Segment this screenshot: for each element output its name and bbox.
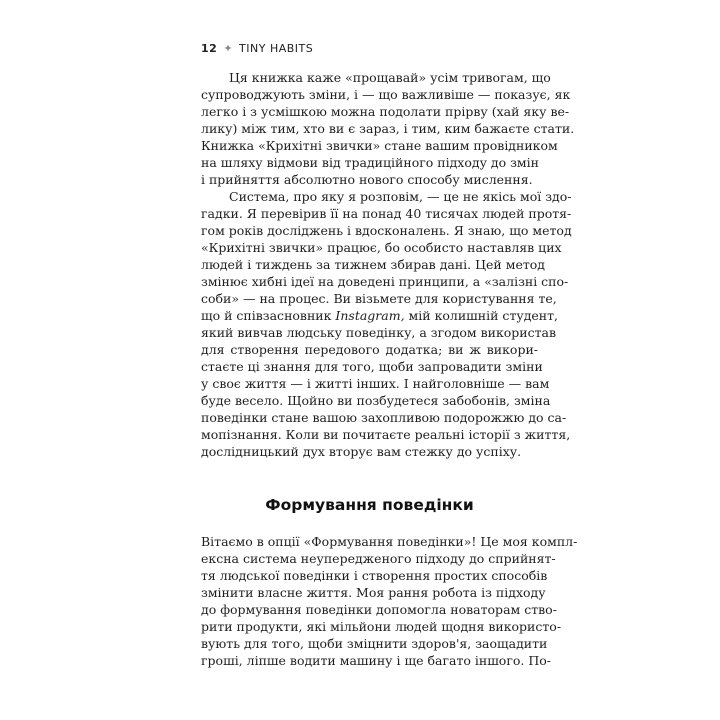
text-line: поведінки стане вашою захопливою подорожжю до са- bbox=[201, 410, 567, 425]
text-line: Вітаємо в опції «Формування поведінки»! Це моя компл- bbox=[201, 534, 578, 549]
text-line: мопізнання. Коли ви почитаєте реальні історії з життя, bbox=[201, 427, 571, 442]
text-line: ексна система неупередженого підходу до сприйнят- bbox=[201, 551, 556, 566]
running-header bbox=[201, 43, 313, 55]
page-number: 12 bbox=[201, 42, 218, 55]
text-line: людей і тиждень за тижнем збирав дані. Цей метод bbox=[201, 257, 545, 272]
text-line: Ця книжка каже «прощавай» усім тривогам, що bbox=[229, 70, 551, 85]
text-line: «Крихітні звички» працює, бо особисто наставляв цих bbox=[201, 240, 562, 255]
text-line: супроводжують зміни, і — що важливіше — показує, як bbox=[201, 87, 571, 102]
separator-ornament: ✦ bbox=[223, 42, 234, 55]
text-line: на шляху відмови від традиційного підходу до змін bbox=[201, 155, 539, 170]
text-line: рити продукти, які мільйони людей щодня використо- bbox=[201, 619, 562, 634]
paragraph-3 bbox=[201, 533, 578, 669]
paragraph-2 bbox=[201, 188, 572, 460]
book-title: TINY HABITS bbox=[239, 42, 314, 55]
text-line: легко і з усмішкою можна подолати прірву (хай яку ве- bbox=[201, 104, 570, 119]
text-line: дослідницький дух вторує вам стежку до успіху. bbox=[201, 444, 522, 459]
text-line: який вивчав людську поведінку, а згодом використав bbox=[201, 325, 557, 340]
text-line: Книжка «Крихітні звички» стане вашим провідником bbox=[201, 138, 558, 153]
text-segment: що й співзасновник bbox=[201, 308, 332, 323]
text-line: соби» — на процес. Ви візьмете для користування те, bbox=[201, 291, 557, 306]
text-line: змінює хибні ідеї на доведені принципи, а «залізні спо- bbox=[201, 274, 569, 289]
text-line: стаєте ці знання для того, щоби запровадити зміни bbox=[201, 359, 543, 374]
text-line: тя людської поведінки і створення простих способів bbox=[201, 568, 548, 583]
text-line: змінити власне життя. Моя рання робота із підходу bbox=[201, 585, 546, 600]
text-line bbox=[201, 307, 559, 324]
emphasis-instagram: Instagram, bbox=[335, 308, 405, 323]
text-line: буде весело. Щойно ви позбудетеся забобонів, зміна bbox=[201, 393, 551, 408]
text-line: лику) між тим, хто ви є зараз, і тим, ким бажаєте стати. bbox=[201, 121, 575, 136]
text-line: у своє життя — і житті інших. І найголовніше — вам bbox=[201, 376, 550, 391]
text-line: до формування поведінки допомогла новаторам ство- bbox=[201, 602, 557, 617]
paragraph-1 bbox=[201, 69, 575, 188]
text-line: гом років досліджень і вдосконалень. Я знаю, що метод bbox=[201, 223, 572, 238]
text-line: Система, про яку я розповім, — це не якісь мої здо- bbox=[229, 189, 572, 204]
section-heading: Формування поведінки bbox=[265, 496, 474, 514]
text-line: для створення передового додатка; ви ж викори- bbox=[201, 342, 538, 357]
text-line: вують для того, щоби зміцнити здоров'я, заощадити bbox=[201, 636, 548, 651]
text-line: гроші, ліпше водити машину і ще багато іншого. По- bbox=[201, 653, 552, 668]
text-line: і прийняття абсолютно нового способу мислення. bbox=[201, 172, 533, 187]
text-line: гадки. Я перевірив її на понад 40 тисячах людей протя- bbox=[201, 206, 572, 221]
text-segment: мій колишній студент, bbox=[408, 308, 559, 323]
